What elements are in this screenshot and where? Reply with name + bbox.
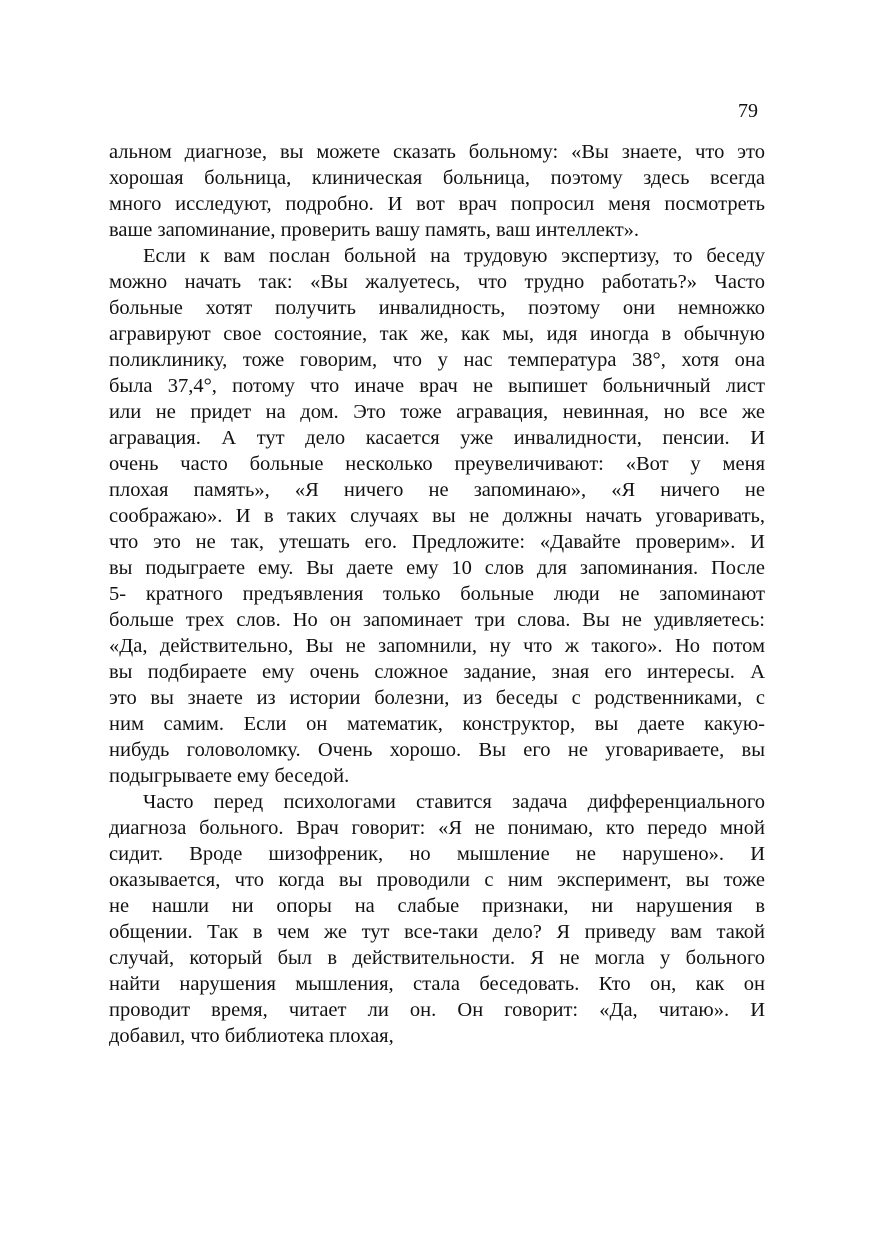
text-line: подыгрываете ему беседой. xyxy=(109,765,350,787)
text-line: проводит время, читает ли он. Он говорит: «Да, читаю». И xyxy=(109,999,765,1021)
text-line: что это не так, утешать его. Предложите: «Давайте проверим». И xyxy=(109,531,765,553)
text-line: ваше запоминание, проверить вашу память, ваш интеллект». xyxy=(109,219,640,241)
text-line: альном диагнозе, вы можете сказать больному: «Вы знаете, что это xyxy=(109,141,765,163)
text-line: много исследуют, подробно. И вот врач попросил меня посмотреть xyxy=(109,193,765,215)
text-line: оказывается, что когда вы проводили с ним эксперимент, вы тоже xyxy=(109,869,765,891)
page-number: 79 xyxy=(738,100,758,122)
text-line: можно начать так: «Вы жалуетесь, что трудно работать?» Часто xyxy=(109,271,765,293)
text-line: или не придет на дом. Это тоже агравация, невинная, но все же xyxy=(109,401,765,423)
text-line: «Да, действительно, Вы не запомнили, ну что ж такого». Но потом xyxy=(109,635,765,657)
text-line: общении. Так в чем же тут все-таки дело? Я приведу вам такой xyxy=(109,921,765,943)
text-line: плохая память», «Я ничего не запоминаю», «Я ничего не xyxy=(109,479,765,501)
text-line: диагноза больного. Врач говорит: «Я не понимаю, кто передо мной xyxy=(109,817,765,839)
text-line: соображаю». И в таких случаях вы не должны начать уговаривать, xyxy=(109,505,765,527)
text-line: агравируют свое состояние, так же, как мы, идя иногда в обычную xyxy=(109,323,765,345)
text-line: очень часто больные несколько преувеличивают: «Вот у меня xyxy=(109,453,765,475)
paragraph-first-line: Часто перед психологами ставится задача дифференциального xyxy=(143,791,765,813)
text-line: случай, который был в действительности. Я не могла у больного xyxy=(109,947,765,969)
text-line: больные хотят получить инвалидность, поэтому они немножко xyxy=(109,297,765,319)
text-line: больше трех слов. Но он запоминает три слова. Вы не удивляетесь: xyxy=(109,609,765,631)
text-line: 5- кратного предъявления только больные люди не запоминают xyxy=(109,583,765,605)
text-line: это вы знаете из истории болезни, из беседы с родственниками, с xyxy=(109,687,765,709)
text-line: агравация. А тут дело касается уже инвалидности, пенсии. И xyxy=(109,427,765,449)
text-line: была 37,4°, потому что иначе врач не выпишет больничный лист xyxy=(109,375,765,397)
text-line: ним самим. Если он математик, конструктор, вы даете какую- xyxy=(109,713,765,735)
body-text xyxy=(109,139,765,1049)
text-line: найти нарушения мышления, стала беседовать. Кто он, как он xyxy=(109,973,765,995)
text-line: не нашли ни опоры на слабые признаки, ни нарушения в xyxy=(109,895,765,917)
text-line: вы подыграете ему. Вы даете ему 10 слов для запоминания. После xyxy=(109,557,765,579)
text-line: поликлинику, тоже говорим, что у нас температура 38°, хотя она xyxy=(109,349,765,371)
text-line: добавил, что библиотека плохая, xyxy=(109,1025,394,1047)
text-line: сидит. Вроде шизофреник, но мышление не нарушено». И xyxy=(109,843,765,865)
text-line: хорошая больница, клиническая больница, поэтому здесь всегда xyxy=(109,167,765,189)
text-line: нибудь головоломку. Очень хорошо. Вы его не уговариваете, вы xyxy=(109,739,765,761)
text-line: вы подбираете ему очень сложное задание, зная его интересы. А xyxy=(109,661,765,683)
paragraph-first-line: Если к вам послан больной на трудовую экспертизу, то беседу xyxy=(143,245,765,267)
